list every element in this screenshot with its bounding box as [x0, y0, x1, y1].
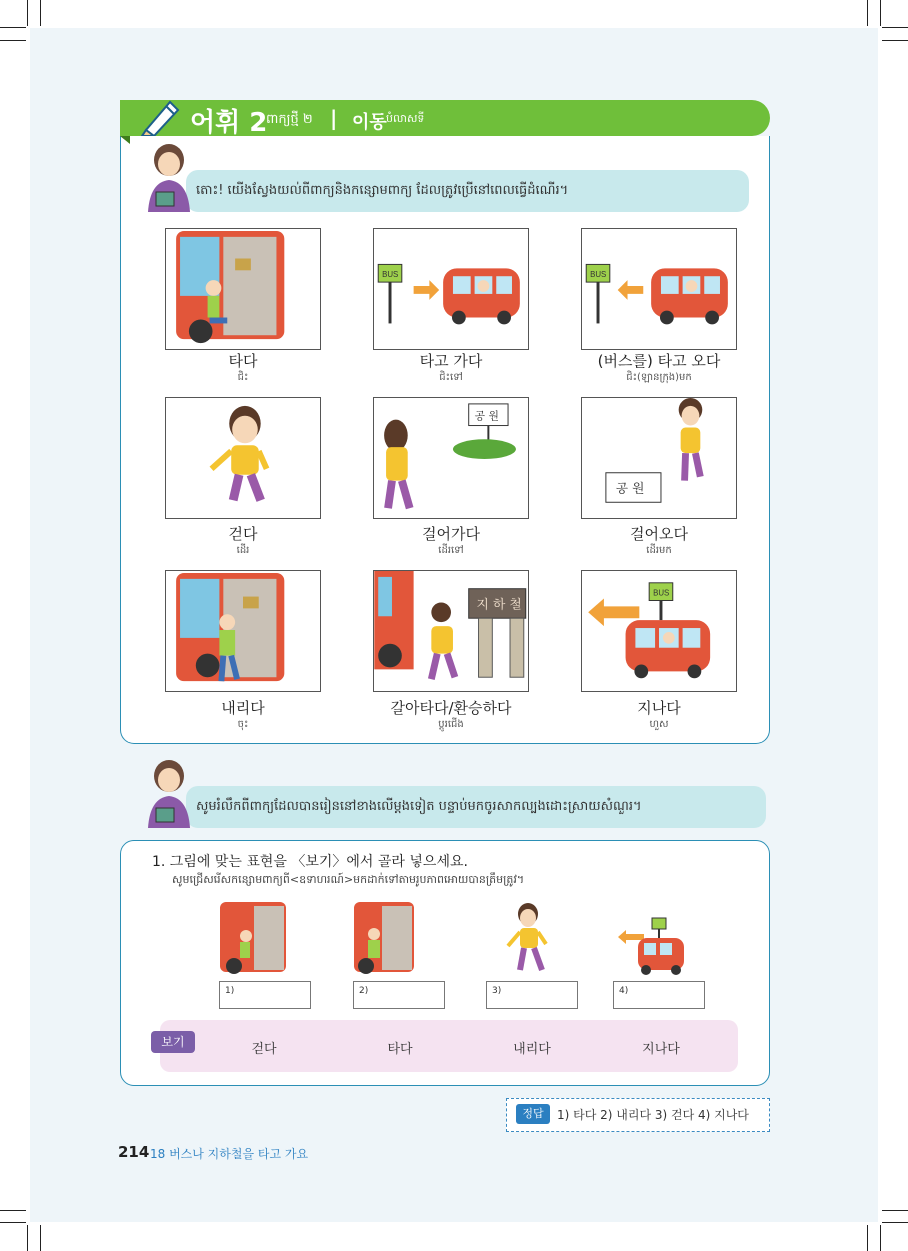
vocab-khmer: ហួស [649, 719, 669, 730]
vocab-khmer: ដើរ [236, 545, 250, 556]
subway-sign-text: 지 하 철 [476, 597, 522, 613]
answer-box-3[interactable] [486, 981, 578, 1009]
intro-bubble [186, 170, 749, 212]
bus-icon [166, 571, 320, 691]
vocab-word: (버스를) 타고 오다 [597, 352, 721, 370]
walking-person-icon [166, 398, 320, 518]
example-label: 보기 [151, 1031, 195, 1053]
vocab-image-pass [581, 570, 737, 692]
crop-mark [40, 0, 41, 26]
exercise-image-3 [486, 900, 580, 976]
answer-box-label: 1) [225, 986, 235, 996]
park-sign-text: 공 원 [474, 409, 499, 423]
crop-mark [882, 27, 908, 28]
vocab-image-ride-go [373, 228, 529, 350]
subway-transfer-icon [374, 571, 528, 691]
answer-key-label: 정답 [516, 1104, 550, 1124]
header-separator: | [330, 106, 338, 130]
bus-sign-text: BUS [382, 270, 399, 280]
header-fold [120, 136, 130, 144]
exercise-image-1 [218, 900, 312, 976]
vocab-word: 타고 가다 [419, 352, 483, 370]
vocab-image-ride-come [581, 228, 737, 350]
teacher-avatar [142, 142, 196, 212]
exercise-image-4 [612, 900, 706, 976]
pencil-icon [140, 96, 184, 136]
header-subtitle: 이동 [352, 112, 387, 133]
vocab-khmer: ដើរទៅ [438, 545, 464, 556]
bus-stop-icon [374, 229, 528, 349]
example-word: 걷다 [251, 1042, 277, 1057]
vocab-khmer: ជិះ(ឡានក្រុង)មក [626, 372, 692, 383]
intro-text: តោះ! យើងស្វែងយល់ពីពាក្យនិងកន្សោមពាក្យ ដែលត្រូវប្រើនៅពេលធ្វើដំណើរ។ [196, 182, 569, 198]
walking-to-park-icon [374, 398, 528, 518]
vocab-khmer: ចុះ [237, 719, 249, 730]
vocab-image-walk-go [373, 397, 529, 519]
crop-mark [880, 0, 881, 26]
walking-from-park-icon [582, 398, 736, 518]
answer-box-label: 3) [492, 986, 502, 996]
vocab-word: 갈아타다/환승하다 [390, 699, 512, 717]
vocab-word: 내리다 [221, 699, 265, 717]
park-sign-text: 공 원 [615, 481, 645, 497]
crop-mark [0, 27, 26, 28]
crop-mark [880, 1225, 881, 1251]
crop-mark [882, 1222, 908, 1223]
bus-stop-icon [582, 229, 736, 349]
vocab-khmer: ប្ដូរជើង [438, 719, 464, 730]
answer-box-4[interactable] [613, 981, 705, 1009]
bus-icon [166, 229, 320, 349]
bus-icon [218, 900, 312, 976]
vocab-image-get-off [165, 570, 321, 692]
bus-passing-icon [612, 900, 706, 976]
header-subtitle-khmer: បំលាសទី [386, 112, 425, 125]
crop-mark [867, 0, 868, 26]
vocab-word: 타다 [228, 352, 258, 370]
exercise-subtitle: សូមជ្រើសរើសកន្សោមពាក្យពី<ឧទាហរណ៍>មកដាក់ទៅតាមរូបភាពអោយបានត្រឹមត្រូវ។ [172, 873, 525, 886]
chapter-title: 18 버스나 지하철을 타고 가요 [150, 1147, 309, 1161]
vocab-image-walk [165, 397, 321, 519]
crop-mark [27, 1225, 28, 1251]
answer-key-text: 1) 타다 2) 내리다 3) 걷다 4) 지나다 [557, 1108, 749, 1122]
walking-person-icon [486, 900, 580, 976]
example-word: 지나다 [642, 1042, 680, 1057]
crop-mark [882, 1210, 908, 1211]
header-title-khmer: ពាក្យថ្មី ២ [266, 112, 313, 127]
crop-mark [867, 1225, 868, 1251]
crop-mark [0, 1222, 26, 1223]
example-word: 내리다 [513, 1042, 551, 1057]
exercise-image-2 [352, 900, 446, 976]
crop-mark [0, 40, 26, 41]
vocab-word: 지나다 [637, 699, 681, 717]
page-number: 214 [118, 1143, 150, 1161]
answer-box-label: 4) [619, 986, 629, 996]
review-text: សូមរំលឹកពីពាក្យដែលបានរៀននៅខាងលើម្ដងទៀត បន្ទាប់មកចូរសាកល្បងដោះស្រាយសំណួរ។ [196, 798, 642, 814]
crop-mark [40, 1225, 41, 1251]
crop-mark [882, 40, 908, 41]
header-title: 어휘 2 [190, 108, 268, 138]
answer-box-2[interactable] [353, 981, 445, 1009]
vocab-image-get-on [165, 228, 321, 350]
vocab-image-walk-come [581, 397, 737, 519]
vocab-khmer: ដើរមក [646, 545, 672, 556]
example-word: 타다 [387, 1042, 413, 1057]
vocab-word: 걷다 [228, 525, 258, 543]
vocab-image-transfer [373, 570, 529, 692]
bus-sign-text: BUS [653, 588, 670, 598]
vocab-khmer: ជិះទៅ [439, 372, 463, 383]
vocab-khmer: ជិះ [237, 372, 249, 383]
review-bubble [186, 786, 766, 828]
teacher-avatar [142, 758, 196, 828]
vocab-word: 걸어오다 [630, 525, 688, 543]
crop-mark [0, 1210, 26, 1211]
crop-mark [27, 0, 28, 26]
bus-passing-icon [582, 571, 736, 691]
bus-icon [352, 900, 446, 976]
bus-sign-text: BUS [590, 270, 607, 280]
exercise-title: 1. 그림에 맞는 표현을 〈보기〉에서 골라 넣으세요. [152, 854, 468, 870]
vocab-word: 걸어가다 [422, 525, 480, 543]
answer-box-label: 2) [359, 986, 369, 996]
answer-box-1[interactable] [219, 981, 311, 1009]
